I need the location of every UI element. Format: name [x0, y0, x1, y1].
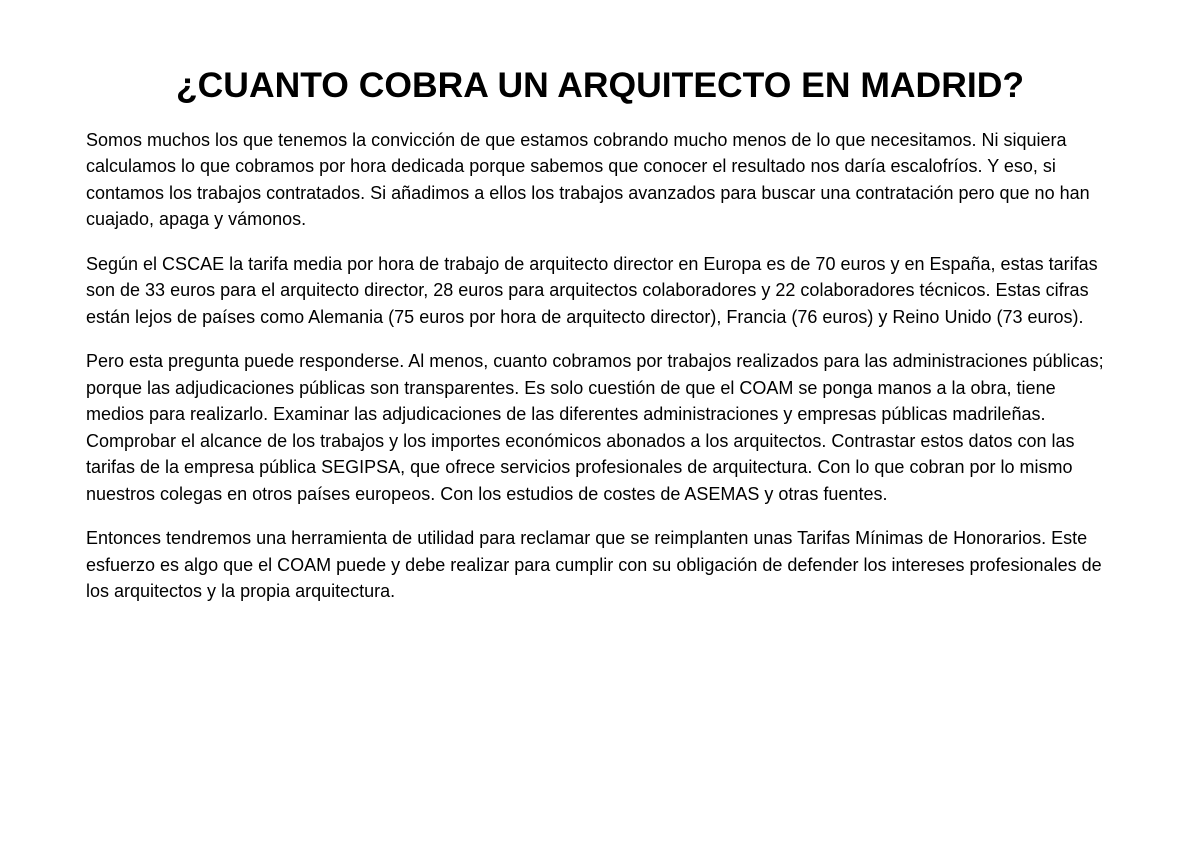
paragraph-3: Pero esta pregunta puede responderse. Al menos, cuanto cobramos por trabajos realizados para las administraciones públicas; porque las adjudicaciones públicas son transparentes. Es solo cuestión de que el COAM se ponga manos a la obra, tiene medios para realizarlo. Examinar las adjudicaciones de las diferentes administraciones y empresas públicas madrileñas. Comprobar el alcance de los trabajos y los importes económicos abonados a los arquitectos. Contrastar estos datos con las tarifas de la empresa pública SEGIPSA, que ofrece servicios profesionales de arquitectura. Con lo que cobran por lo mismo nuestros colegas en otros países europeos. Con los estudios de costes de ASEMAS y otras fuentes. — [86, 351, 1104, 504]
paragraph-2: Según el CSCAE la tarifa media por hora de trabajo de arquitecto director en Europa es de 70 euros y en España, estas tarifas son de 33 euros para el arquitecto director, 28 euros para arquitectos colaboradores y 22 colaboradores técnicos. Estas cifras están lejos de países como Alemania (75 euros por hora de arquitecto director), Francia (76 euros) y Reino Unido (73 euros). — [86, 253, 1098, 327]
paragraph-1: Somos muchos los que tenemos la convicción de que estamos cobrando mucho menos de lo que necesitamos. Ni siquiera calculamos lo que cobramos por hora dedicada porque sabemos que conocer el resultado nos daría escalofríos. Y eso, si contamos los trabajos contratados. Si añadimos a ellos los trabajos avanzados para buscar una contratación pero que no han cuajado, apaga y vámonos. — [86, 129, 1090, 230]
paragraph-4: Entonces tendremos una herramienta de utilidad para reclamar que se reimplanten unas Tarifas Mínimas de Honorarios. Este esfuerzo es algo que el COAM puede y debe realizar para cumplir con su obligación de defender los intereses profesionales de los arquitectos y la propia arquitectura. — [86, 528, 1102, 602]
document-title: ¿CUANTO COBRA UN ARQUITECTO EN MADRID? — [175, 65, 1025, 105]
